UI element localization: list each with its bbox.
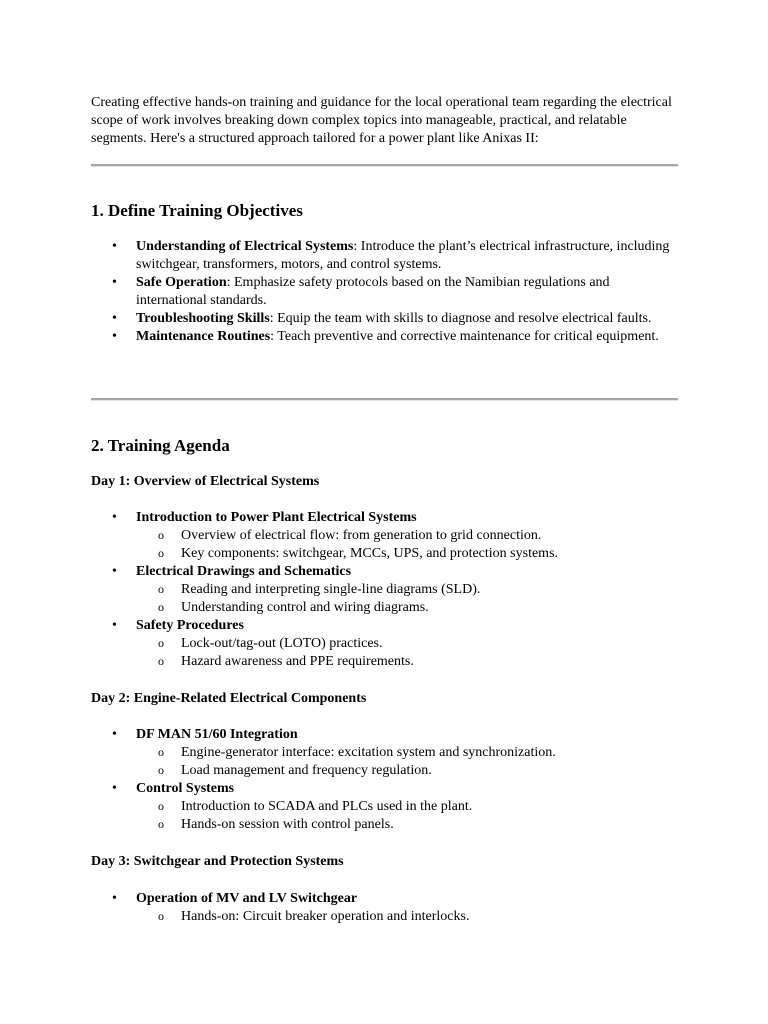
topic-title: Operation of MV and LV Switchgear (136, 891, 358, 906)
topic-title: Electrical Drawings and Schematics (136, 564, 352, 579)
objectives-list (91, 238, 681, 346)
sub-item: o Load management and frequency regulation. (136, 762, 681, 780)
topic-title: DF MAN 51/60 Integration (136, 727, 298, 742)
sub-list (136, 581, 681, 617)
sub-item: o Reading and interpreting single-line diagrams (SLD). (136, 581, 681, 599)
list-item (91, 726, 681, 780)
list-item (91, 617, 681, 671)
item-text: : Introduce the plant’s electrical infrastructure, including switchgear, transformers, motors, and control systems. (136, 239, 670, 272)
horizontal-rule (91, 398, 678, 401)
item-text: : Equip the team with skills to diagnose and resolve electrical faults. (269, 311, 652, 326)
list-item (91, 310, 681, 328)
sub-item: o Engine-generator interface: excitation system and synchronization. (136, 744, 681, 762)
topic-title: Introduction to Power Plant Electrical Systems (136, 510, 417, 525)
sub-list (136, 744, 681, 780)
topic-title: Safety Procedures (136, 618, 244, 633)
day-heading: Day 3: Switchgear and Protection Systems (91, 854, 344, 869)
sub-list (136, 527, 681, 563)
sub-item: o Hands-on session with control panels. (136, 816, 681, 834)
section-heading: 2. Training Agenda (91, 436, 230, 455)
sub-list (136, 798, 681, 834)
list-item (91, 563, 681, 617)
intro-paragraph: Creating effective hands-on training and guidance for the local operational team regarding the electrical scope of work involves breaking down complex topics into manageable, practical, and relatable segments. Here's a structured approach tailored for a power plant like Anixas II: (91, 95, 672, 146)
day-heading: Day 2: Engine-Related Electrical Components (91, 691, 367, 706)
sub-item: o Introduction to SCADA and PLCs used in the plant. (136, 798, 681, 816)
item-term: Safe Operation (136, 275, 227, 290)
horizontal-rule (91, 164, 678, 167)
list-item (91, 328, 681, 346)
list-item (91, 890, 681, 926)
sub-item: o Hands-on: Circuit breaker operation and interlocks. (136, 908, 681, 926)
sub-list (136, 635, 681, 671)
sub-item: o Key components: switchgear, MCCs, UPS, and protection systems. (136, 545, 681, 563)
list-item (91, 274, 681, 310)
item-term: Understanding of Electrical Systems (136, 239, 354, 254)
section-heading: 1. Define Training Objectives (91, 201, 303, 220)
sub-list (136, 908, 681, 926)
item-text: : Teach preventive and corrective maintenance for critical equipment. (270, 329, 659, 344)
sub-item: o Lock-out/tag-out (LOTO) practices. (136, 635, 681, 653)
item-term: Maintenance Routines (136, 329, 271, 344)
item-text: : Emphasize safety protocols based on the Namibian regulations and international standards. (136, 275, 610, 308)
sub-item: o Understanding control and wiring diagrams. (136, 599, 681, 617)
item-term: Troubleshooting Skills (136, 311, 270, 326)
topic-list (91, 890, 681, 926)
day-heading: Day 1: Overview of Electrical Systems (91, 474, 320, 489)
list-item (91, 238, 681, 274)
topic-list (91, 509, 681, 671)
topic-list (91, 726, 681, 834)
topic-title: Control Systems (136, 781, 235, 796)
list-item (91, 509, 681, 563)
sub-item: o Hazard awareness and PPE requirements. (136, 653, 681, 671)
sub-item: o Overview of electrical flow: from generation to grid connection. (136, 527, 681, 545)
list-item (91, 780, 681, 834)
